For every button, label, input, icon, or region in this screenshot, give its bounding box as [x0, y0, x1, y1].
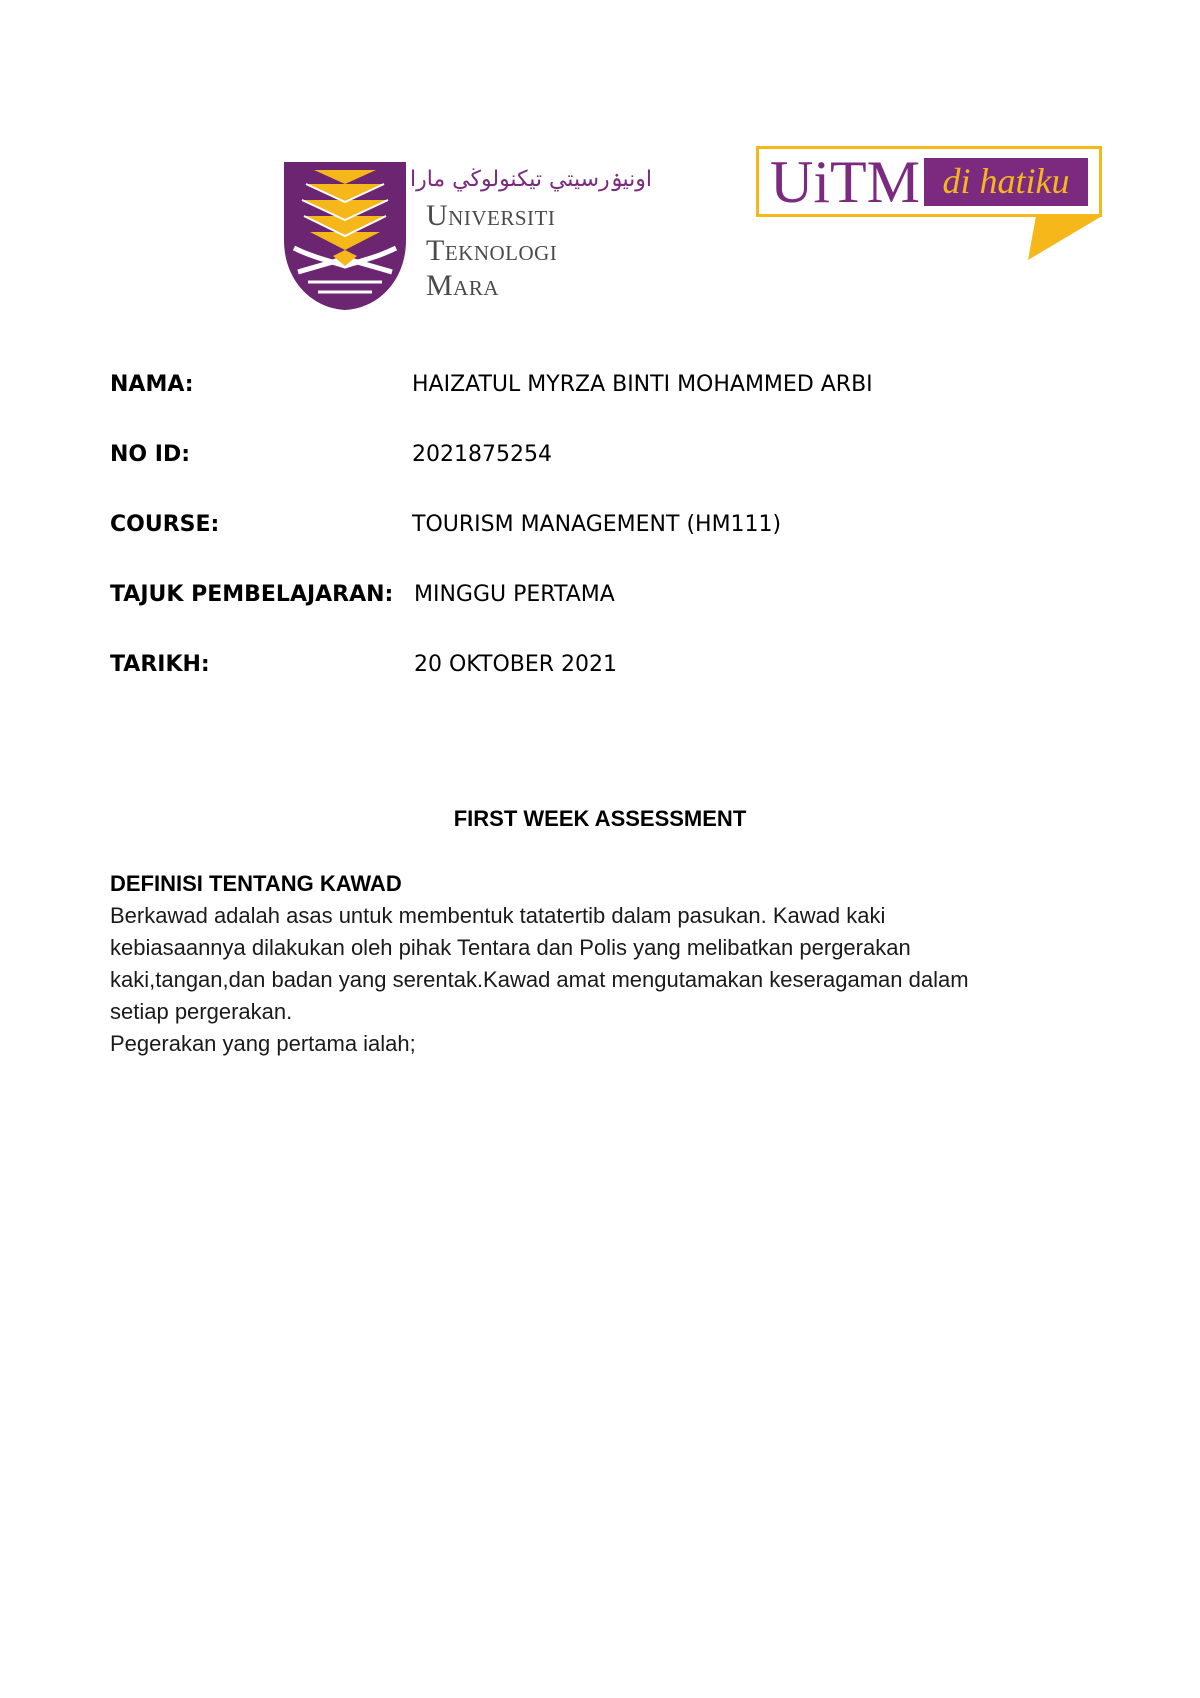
jawi-script-text	[409, 158, 653, 196]
uitm-di-hatiku-badge	[756, 146, 1102, 262]
badge-tag-text: di hatiku	[924, 158, 1088, 206]
field-label: TARIKH:	[110, 652, 210, 677]
badge-uitm-text: UiTM	[770, 149, 920, 215]
jawi-text: اونيۏرسيتي تيكنولوڬي مارا	[409, 167, 653, 192]
field-label: TAJUK PEMBELAJARAN:	[110, 582, 394, 607]
body-line: kaki,tangan,dan badan yang serentak.Kawad amat mengutamakan keseragaman dalam	[110, 967, 969, 992]
field-value: MINGGU PERTAMA	[414, 582, 615, 607]
student-info	[110, 370, 1070, 720]
info-row-no-id	[110, 440, 1070, 510]
body-line: kebiasaannya dilakukan oleh pihak Tentara dan Polis yang melibatkan pergerakan	[110, 935, 911, 960]
info-row-course	[110, 510, 1070, 580]
body-line: Pegerakan yang pertama ialah;	[110, 1031, 416, 1056]
university-name	[426, 198, 557, 303]
definition-section	[110, 868, 1100, 1060]
university-name-line: Universiti	[426, 199, 556, 232]
university-name-line: Mara	[426, 269, 500, 302]
university-name-line: Teknologi	[426, 234, 558, 267]
field-value: 2021875254	[412, 442, 552, 467]
field-value: TOURISM MANAGEMENT (HM111)	[412, 512, 782, 537]
field-label: NAMA:	[110, 372, 194, 397]
info-row-tajuk	[110, 580, 1070, 650]
assessment-title: FIRST WEEK ASSESSMENT	[453, 806, 747, 831]
info-row-nama	[110, 370, 1070, 440]
field-value: 20 OKTOBER 2021	[414, 652, 618, 677]
field-value: HAIZATUL MYRZA BINTI MOHAMMED ARBI	[412, 372, 873, 397]
field-label: NO ID:	[110, 442, 191, 467]
body-line: setiap pergerakan.	[110, 999, 293, 1024]
field-label: COURSE:	[110, 512, 220, 537]
body-line: Berkawad adalah asas untuk membentuk tatatertib dalam pasukan. Kawad kaki	[110, 903, 886, 928]
uitm-crest-icon	[284, 162, 406, 310]
section-title: DEFINISI TENTANG KAWAD	[110, 871, 402, 896]
uitm-logo	[284, 158, 653, 318]
info-row-tarikh	[110, 650, 1070, 720]
